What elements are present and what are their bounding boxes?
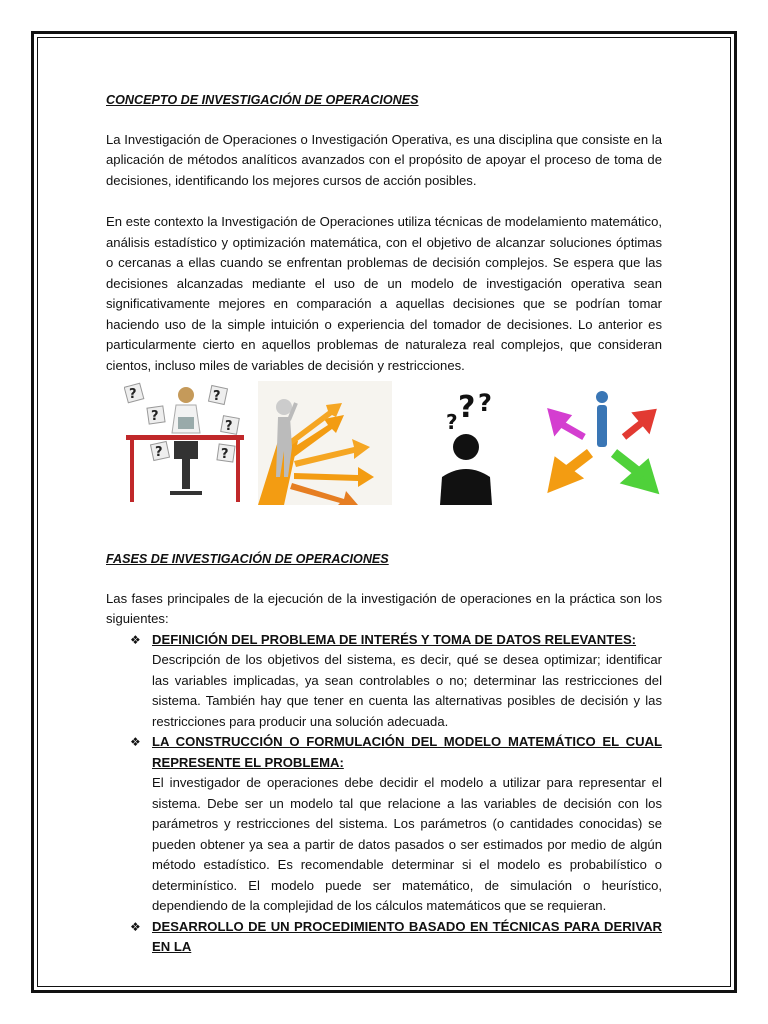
paragraph-context: En este contexto la Investigación de Operaciones utiliza técnicas de modelamiento matemático, análisis estadístico y optimización matemática, con el objetivo de alcanzar soluciones óptimas o cercanas a ellas cuando se enfrentan problemas de decisión complejos. Se espera que las decisiones alcanzadas mediante el uso de un modelo de investigación operativa sean significativamente mejores en comparación a aquellas decisiones que se podrían tomar haciendo uso de la simple intuición o experiencia del tomador de decisiones. Lo anterior es particularmente cierto en aquellos problemas de naturaleza real complejos, que consideran cientos, incluso miles de variables de decisión y restricciones. [106,214,662,373]
document-page [106,90,662,958]
phase-description: Descripción de los objetivos del sistema, es decir, qué se desea optimizar; identificar las variables implicadas, ya sean controlables o no; determinar las restricciones del sistema. También hay que tener en cuenta las alternativas posibles de decisión y las restricciones para producir una solución adecuada. [152,652,662,729]
diamond-bullet-icon: ❖ [130,735,141,749]
diamond-bullet-icon: ❖ [130,632,141,647]
svg-text:?: ? [221,447,229,462]
svg-text:?: ? [446,410,458,434]
crossroads-arrows-image [258,381,392,505]
svg-text:?: ? [458,390,476,425]
svg-text:?: ? [225,419,233,434]
svg-text:?: ? [213,389,221,404]
section-heading-fases: FASES DE INVESTIGACIÓN DE OPERACIONES [106,552,389,566]
colored-arrows-image [544,381,660,505]
phase-item [130,630,662,733]
svg-text:?: ? [129,387,137,402]
paragraph-fases-intro: Las fases principales de la ejecución de la investigación de operaciones en la práctica son los siguientes: [106,590,662,626]
phase-title: DESARROLLO DE UN PROCEDIMIENTO BASADO EN TÉCNICAS PARA DERIVAR EN LA [152,918,662,954]
diamond-bullet-icon: ❖ [130,919,141,934]
svg-text:?: ? [478,389,492,417]
phase-title: DEFINICIÓN DEL PROBLEMA DE INTERÉS Y TOMA DE DATOS RELEVANTES: [152,631,637,647]
phase-list [106,630,662,958]
phase-item [130,732,662,917]
svg-text:?: ? [151,409,159,424]
section-heading-concepto: CONCEPTO DE INVESTIGACIÓN DE OPERACIONES [106,93,419,107]
paragraph-definition: La Investigación de Operaciones o Investigación Operativa, es una disciplina que consiste en la aplicación de métodos analíticos avanzados con el propósito de apoyar el proceso de toma de decisiones, identificando los mejores cursos de acción posibles. [106,131,662,188]
woman-at-desk-image [124,381,246,513]
phase-title: LA CONSTRUCCIÓN O FORMULACIÓN DEL MODELO MATEMÁTICO EL CUAL REPRESENTE EL PROBLEMA: [152,734,662,770]
illustration-row [106,381,662,513]
phase-description: El investigador de operaciones debe decidir el modelo a utilizar para representar el sistema. Debe ser un modelo tal que relacione a las variables de decisión con los parámetros y restricciones del sistema. Los parámetros (o cantidades conocidas) se pueden obtener ya sea a partir de datos pasados o ser estimados por medio de algún método estadístico. Es recomendable determinar si el modelo es probabilístico o determinístico. El modelo puede ser matemático, de simulación o heurístico, dependiendo de la complejidad de los cálculos matemáticos que se requieran. [152,775,662,913]
phase-item [130,917,662,958]
silhouette-question-image [434,381,506,505]
svg-text:?: ? [155,445,163,460]
